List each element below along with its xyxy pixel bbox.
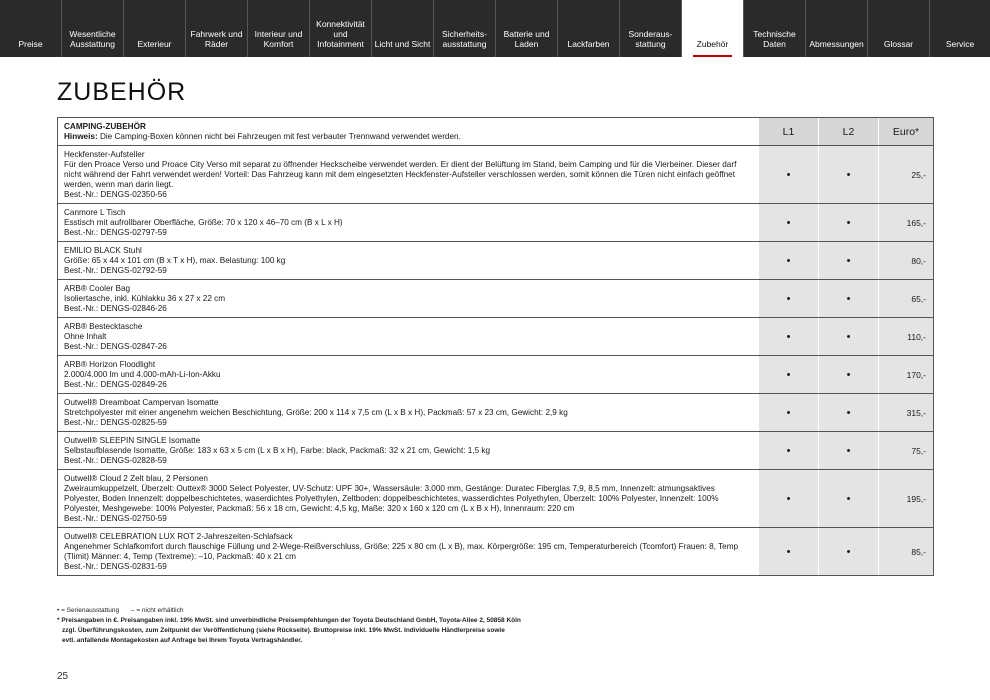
item-description-cell bbox=[58, 528, 758, 575]
nav-tab[interactable]: Batterie und Laden bbox=[496, 0, 558, 57]
availability-l1: • bbox=[786, 330, 791, 343]
availability-l1: • bbox=[786, 368, 791, 381]
item-description-cell bbox=[58, 242, 758, 279]
item-name: ARB® Bestecktasche bbox=[64, 322, 143, 331]
item-price: 110,- bbox=[878, 318, 933, 355]
availability-l2: • bbox=[846, 492, 851, 505]
cell-l1 bbox=[758, 242, 818, 279]
availability-l2: • bbox=[846, 168, 851, 181]
price-note-line-2: zzgl. Überführungskosten, zum Zeitpunkt der Veröffentlichung (siehe Rückseite). Bruttopreise inkl. 19% MwSt. Individuelle Händlerpreise sowie bbox=[62, 627, 505, 634]
cell-l1 bbox=[758, 318, 818, 355]
cell-l2 bbox=[818, 204, 878, 241]
page-title: ZUBEHÖR bbox=[57, 78, 187, 106]
availability-l2: • bbox=[846, 254, 851, 267]
cell-l2 bbox=[818, 432, 878, 469]
page-number: 25 bbox=[57, 671, 69, 682]
item-price: 170,- bbox=[878, 356, 933, 393]
table-row bbox=[58, 355, 933, 393]
cell-l2 bbox=[818, 318, 878, 355]
availability-l2: • bbox=[846, 330, 851, 343]
column-header-l2: L2 bbox=[818, 118, 878, 145]
item-price: 75,- bbox=[878, 432, 933, 469]
item-price: 195,- bbox=[878, 470, 933, 527]
nav-tab[interactable]: Exterieur bbox=[124, 0, 186, 57]
nav-tab[interactable]: Sonderaus-stattung bbox=[620, 0, 682, 57]
item-name: Outwell® CELEBRATION LUX ROT 2-Jahreszeiten-Schlafsack bbox=[64, 532, 293, 541]
column-header-l1: L1 bbox=[758, 118, 818, 145]
cell-l1 bbox=[758, 528, 818, 575]
item-description: Größe: 65 x 44 x 101 cm (B x T x H), max. Belastung: 100 kg bbox=[64, 256, 286, 265]
footnotes bbox=[57, 606, 617, 646]
nav-tab[interactable]: Licht und Sicht bbox=[372, 0, 434, 57]
item-part-number: Best.-Nr.: DENGS-02828-59 bbox=[64, 456, 167, 465]
item-name: EMILIO BLACK Stuhl bbox=[64, 246, 142, 255]
item-part-number: Best.-Nr.: DENGS-02792-59 bbox=[64, 266, 167, 275]
item-description-cell bbox=[58, 432, 758, 469]
nav-tab[interactable]: Sicherheits-ausstattung bbox=[434, 0, 496, 57]
item-part-number: Best.-Nr.: DENGS-02350-56 bbox=[64, 190, 167, 199]
cell-l2 bbox=[818, 242, 878, 279]
item-name: Outwell® SLEEPIN SINGLE Isomatte bbox=[64, 436, 201, 445]
table-row bbox=[58, 393, 933, 431]
item-part-number: Best.-Nr.: DENGS-02846-26 bbox=[64, 304, 167, 313]
item-description: Isoliertasche, inkl. Kühlakku 36 x 27 x 22 cm bbox=[64, 294, 226, 303]
availability-l1: • bbox=[786, 292, 791, 305]
cell-l2 bbox=[818, 528, 878, 575]
cell-l1 bbox=[758, 146, 818, 203]
availability-l1: • bbox=[786, 444, 791, 457]
item-name: Outwell® Dreamboat Campervan Isomatte bbox=[64, 398, 219, 407]
table-header-row bbox=[58, 118, 933, 145]
nav-tab[interactable]: Service bbox=[945, 39, 975, 49]
table-header-text bbox=[58, 118, 758, 145]
item-description-cell bbox=[58, 280, 758, 317]
table-row bbox=[58, 431, 933, 469]
cell-l1 bbox=[758, 432, 818, 469]
item-price: 25,- bbox=[878, 146, 933, 203]
accessories-table bbox=[57, 117, 934, 576]
cell-l2 bbox=[818, 356, 878, 393]
cell-l1 bbox=[758, 470, 818, 527]
nav-tab[interactable]: Preise bbox=[0, 0, 62, 57]
item-description-cell bbox=[58, 394, 758, 431]
nav-tab[interactable]: Abmessungen bbox=[806, 0, 868, 57]
item-name: ARB® Cooler Bag bbox=[64, 284, 131, 293]
item-description: Selbstaufblasende Isomatte, Größe: 183 x 63 x 5 cm (L x B x H), Farbe: black, Packmaß: 32 x 21 cm, Gewicht: 1,5 kg bbox=[64, 446, 491, 455]
nav-tab[interactable]: Interieur und Komfort bbox=[248, 0, 310, 57]
cell-l1 bbox=[758, 280, 818, 317]
item-description-cell bbox=[58, 356, 758, 393]
availability-l1: • bbox=[786, 168, 791, 181]
availability-l1: • bbox=[786, 216, 791, 229]
item-description: Esstisch mit aufrollbarer Oberfläche, Größe: 70 x 120 x 46–70 cm (B x L x H) bbox=[64, 218, 343, 227]
table-row bbox=[58, 203, 933, 241]
legend-series: • = Serienausstattung bbox=[57, 607, 120, 614]
item-description: Angenehmer Schlafkomfort durch flauschige Füllung und 2-Wege-Reißverschluss, Größe: 225 x 80 cm (L x B), max. Körpergröße: 195 cm, Temperaturbereich (Tcomfort) Frauen: 8, Temp (Tlimit) Männer: 4, Temp (Textreme): –10, Packmaß: 40 x 21 cm bbox=[64, 542, 739, 561]
availability-l1: • bbox=[786, 492, 791, 505]
table-row bbox=[58, 279, 933, 317]
item-part-number: Best.-Nr.: DENGS-02847-26 bbox=[64, 342, 167, 351]
item-part-number: Best.-Nr.: DENGS-02797-59 bbox=[64, 228, 167, 237]
availability-l1: • bbox=[786, 545, 791, 558]
availability-l1: • bbox=[786, 254, 791, 267]
cell-l1 bbox=[758, 356, 818, 393]
table-row bbox=[58, 145, 933, 203]
cell-l1 bbox=[758, 204, 818, 241]
item-price: 80,- bbox=[878, 242, 933, 279]
cell-l1 bbox=[758, 394, 818, 431]
legend-not-available: – = nicht erhältlich bbox=[130, 607, 184, 614]
item-part-number: Best.-Nr.: DENGS-02750-59 bbox=[64, 514, 167, 523]
availability-l2: • bbox=[846, 406, 851, 419]
item-name: Heckfenster-Aufsteller bbox=[64, 150, 145, 159]
item-part-number: Best.-Nr.: DENGS-02849-26 bbox=[64, 380, 167, 389]
section-title: CAMPING-ZUBEHÖR bbox=[64, 122, 146, 131]
item-description-cell bbox=[58, 318, 758, 355]
item-name: ARB® Horizon Floodlight bbox=[64, 360, 156, 369]
nav-tab[interactable]: Lackfarben bbox=[558, 0, 620, 57]
hint-text: Die Camping-Boxen können nicht bei Fahrzeugen mit fest verbauter Trennwand verwendet werden. bbox=[99, 132, 461, 141]
cell-l2 bbox=[818, 470, 878, 527]
item-price: 165,- bbox=[878, 204, 933, 241]
table-row bbox=[58, 527, 933, 575]
hint-label: Hinweis: bbox=[64, 132, 98, 141]
availability-l2: • bbox=[846, 368, 851, 381]
nav-tab[interactable]: Konnektivität und Infotainment bbox=[310, 0, 372, 57]
table-body bbox=[58, 145, 933, 575]
item-description-cell bbox=[58, 470, 758, 527]
price-note-line-1: * Preisangaben in €. Preisangaben inkl. 19% MwSt. sind unverbindliche Preisempfehlungen der Toyota Deutschland GmbH, Toyota-Allee 2, 50858 Köln bbox=[57, 617, 521, 624]
cell-l2 bbox=[818, 394, 878, 431]
nav-tab[interactable]: Fahrwerk und Räder bbox=[186, 0, 248, 57]
top-navigation bbox=[0, 0, 990, 57]
table-row bbox=[58, 241, 933, 279]
table-row bbox=[58, 317, 933, 355]
item-description-cell bbox=[58, 204, 758, 241]
availability-l2: • bbox=[846, 545, 851, 558]
cell-l2 bbox=[818, 280, 878, 317]
cell-l2 bbox=[818, 146, 878, 203]
item-description: Für den Proace Verso und Proace City Verso mit separat zu öffnender Heckscheibe verwendet werden. Er dient der Belüftung im Stand, beim Camping und für die Vierbeiner. Dieser darf nicht während der Fahrt verwendet werden! Vorteil: Das Fahrzeug kann mit dem eingesetzten Heckfenster-Aufsteller verschlossen werden, somit können die Türen nicht einfach geöffnet werden, wenn man darin liegt. bbox=[64, 160, 737, 189]
item-description: Ohne Inhalt bbox=[64, 332, 107, 341]
item-description: Stretchpolyester mit einer angenehm weichen Beschichtung, Größe: 200 x 114 x 7,5 cm (L x B x H), Packmaß: 57 x 23 cm, Gewicht: 2,9 kg bbox=[64, 408, 568, 417]
item-name: Outwell® Cloud 2 Zelt blau, 2 Personen bbox=[64, 474, 208, 483]
nav-tab[interactable]: Wesentliche Ausstattung bbox=[62, 0, 124, 57]
nav-tab[interactable]: Zubehör bbox=[682, 0, 744, 57]
availability-l1: • bbox=[786, 406, 791, 419]
item-price: 65,- bbox=[878, 280, 933, 317]
column-header-price: Euro* bbox=[878, 118, 933, 145]
legend bbox=[57, 606, 617, 616]
table-row bbox=[58, 469, 933, 527]
availability-l2: • bbox=[846, 216, 851, 229]
item-part-number: Best.-Nr.: DENGS-02825-59 bbox=[64, 418, 167, 427]
nav-tab[interactable]: Technische Daten bbox=[744, 0, 806, 57]
item-description: Zweiraumkuppelzelt, Überzelt: Outtex® 3000 Select Polyester, UV-Schutz: UPF 30+, Wassersäule: 3.000 mm, Gestänge: Duratec Fiberglas 7,9, 8,5 mm, Innenzelt: atmungsaktives Polyester, Boden Innenzelt: doppelbeschichtetes, waserdichtes Polyethylen, Zeltboden: doppelbeschichtetes, wasserdichtes Polyethylen, Überzelt: 100% Polyester, Innenzelt: 100% Polyester, Meshgewebe: 100% Polyester, Packmaß: 56 x 18 cm, Gewicht: 4,5 kg, Maße: 320 x 160 x 120 cm (L x B x H), Innenraum: 220 cm bbox=[64, 484, 719, 513]
price-note-line-3: evtl. anfallende Montagekosten auf Anfrage bei Ihrem Toyota Vertragshändler. bbox=[62, 637, 303, 644]
item-part-number: Best.-Nr.: DENGS-02831-59 bbox=[64, 562, 167, 571]
item-description-cell bbox=[58, 146, 758, 203]
item-description: 2.000/4.000 lm und 4.000-mAh-Li-Ion-Akku bbox=[64, 370, 221, 379]
availability-l2: • bbox=[846, 444, 851, 457]
item-name: Canmore L Tisch bbox=[64, 208, 126, 217]
availability-l2: • bbox=[846, 292, 851, 305]
price-note bbox=[57, 616, 617, 646]
item-price: 85,- bbox=[878, 528, 933, 575]
item-price: 315,- bbox=[878, 394, 933, 431]
nav-tab[interactable]: Glossar bbox=[868, 0, 930, 57]
section-hint bbox=[64, 132, 752, 142]
